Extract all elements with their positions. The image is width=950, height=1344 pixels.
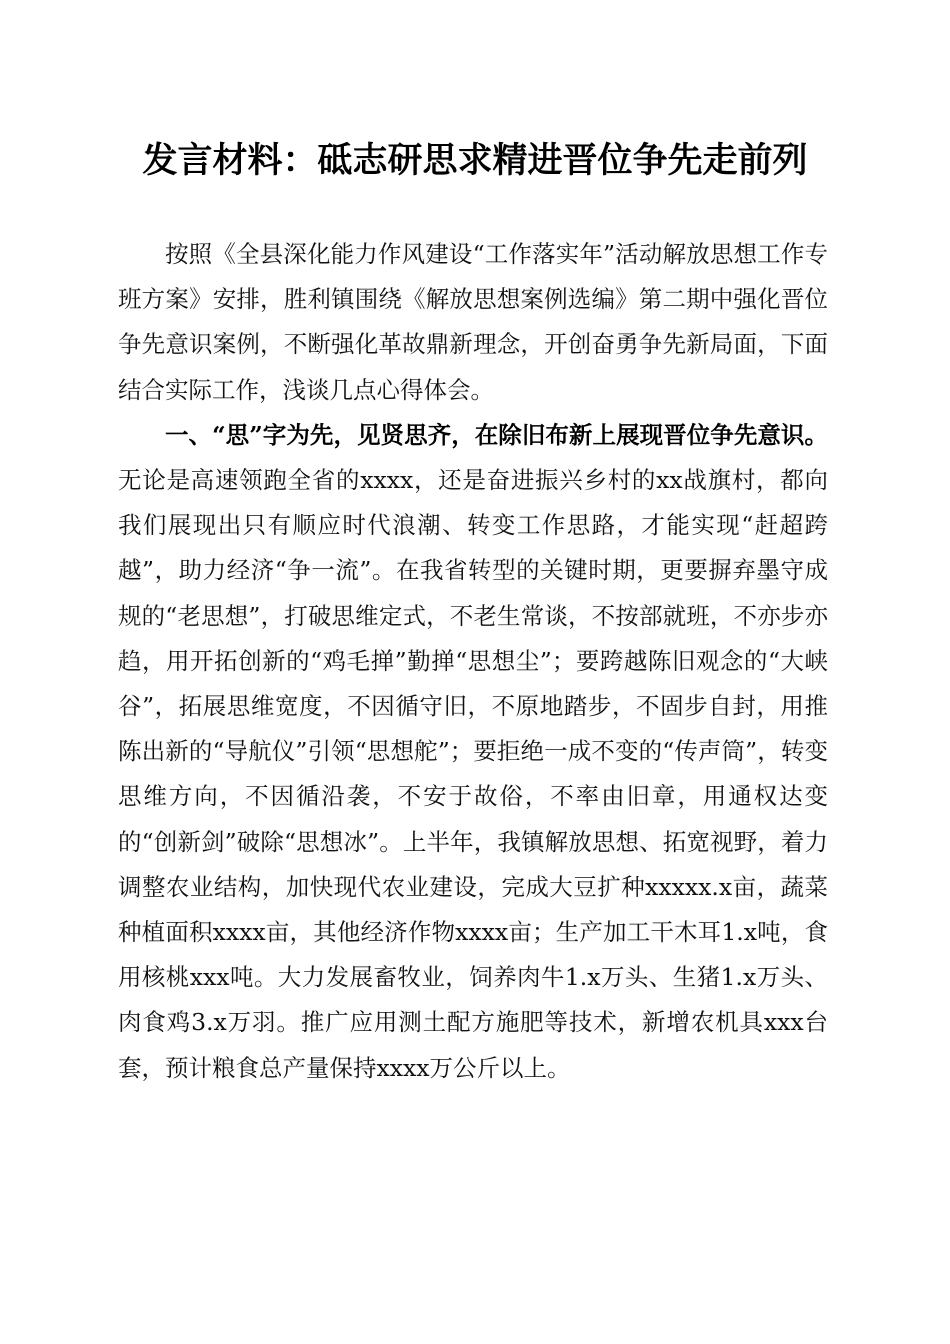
section-1-paragraph <box>118 413 828 1091</box>
section-1-heading: 一、“思”字为先，见贤思齐，在除旧布新上展现晋位争先意识。 <box>165 420 828 449</box>
document-body <box>118 232 828 1091</box>
intro-paragraph: 按照《全县深化能力作风建设“工作落实年”活动解放思想工作专班方案》安排，胜利镇围绕《解放思想案例选编》第二期中强化晋位争先意识案例，不断强化革故鼎新理念，开创奋勇争先新局面，下面结合实际工作，浅谈几点心得体会。 <box>118 240 828 404</box>
document-title: 发言材料：砥志研思求精进晋位争先走前列 <box>142 140 808 181</box>
section-1-body: 无论是高速领跑全省的xxxx，还是奋进振兴乡村的xx战旗村，都向我们展现出只有顺应时代浪潮、转变工作思路，才能实现“赶超跨越”，助力经济“争一流”。在我省转型的关键时期，更要摒弃墨守成规的“老思想”，打破思维定式，不老生常谈，不按部就班，不亦步亦趋，用开拓创新的“鸡毛掸”勤掸“思想尘”；要跨越陈旧观念的“大峡谷”，拓展思维宽度，不因循守旧，不原地踏步，不固步自封，用推陈出新的“导航仪”引领“思想舵”；要拒绝一成不变的“传声筒”，转变思维方向，不因循沿袭，不安于故俗，不率由旧章，用通权达变的“创新剑”破除“思想冰”。上半年，我镇解放思想、拓宽视野，着力调整农业结构，加快现代农业建设，完成大豆扩种xxxxx.x亩，蔬菜种植面积xxxx亩，其他经济作物xxxx亩；生产加工干木耳1.x吨，食用核桃xxx吨。大力发展畜牧业，饲养肉牛1.x万头、生猪1.x万头、肉食鸡3.x万羽。推广应用测土配方施肥等技术，新增农机具xxx台套，预计粮食总产量保持xxxx万公斤以上。 <box>118 466 828 1082</box>
